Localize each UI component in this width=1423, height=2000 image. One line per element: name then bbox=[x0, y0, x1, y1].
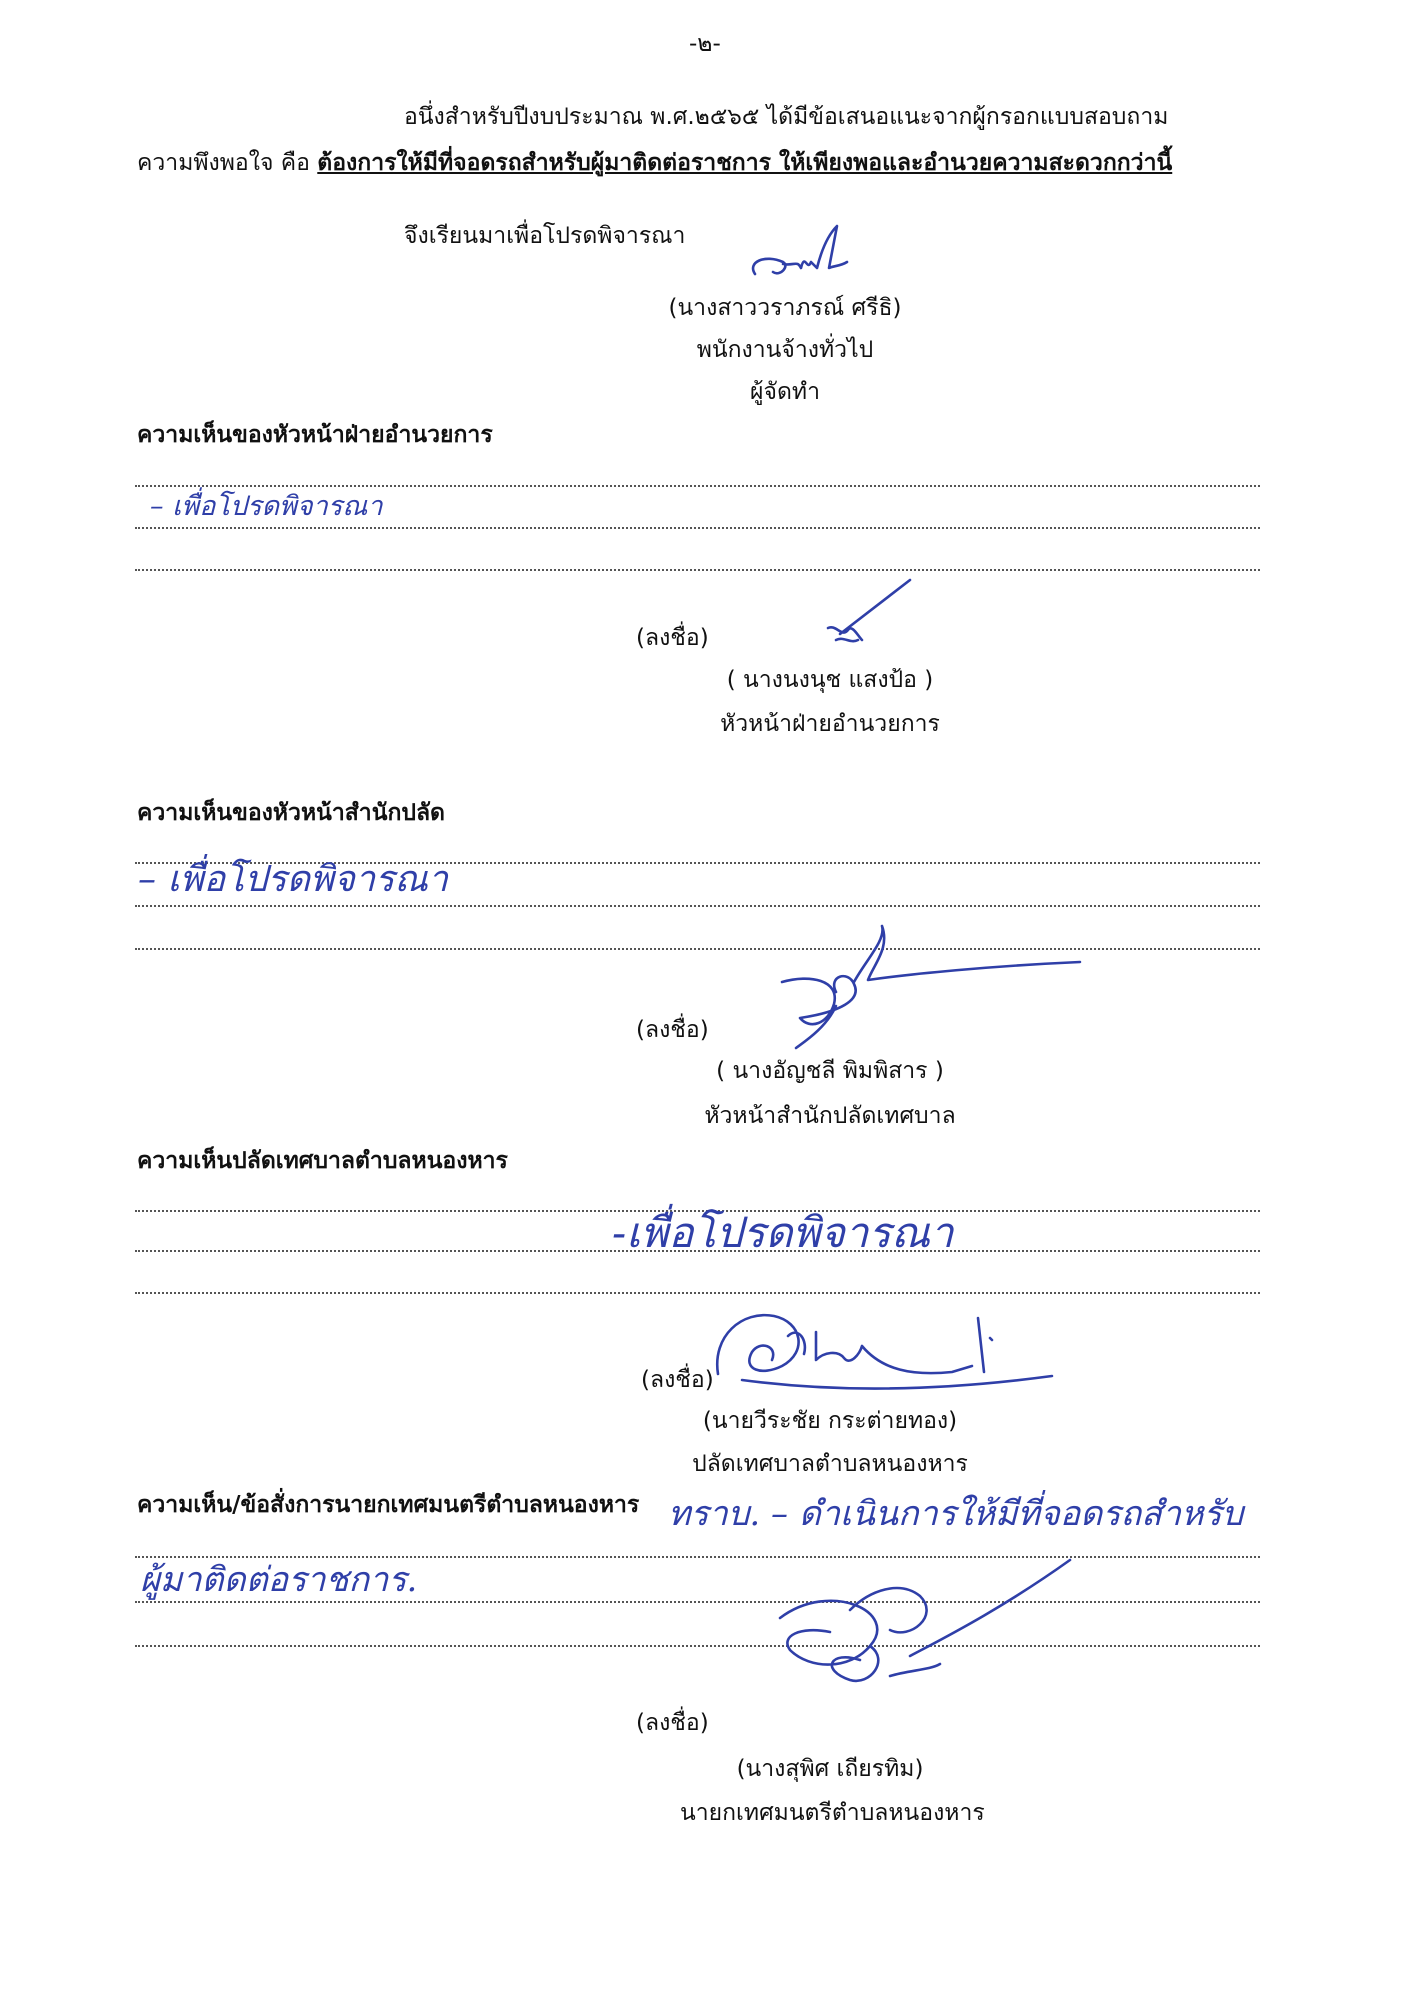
dotted-line bbox=[135, 1292, 1260, 1294]
page-number: -๒- bbox=[689, 31, 721, 57]
handwritten-comment: – เพื่อโปรดพิจารณา bbox=[150, 491, 383, 522]
handwritten-comment: – เพื่อโปรดพิจารณา bbox=[138, 859, 448, 900]
handwritten-order-continued: ผู้มาติดต่อราชการ. bbox=[140, 1560, 418, 1600]
signer-position: หัวหน้าฝ่ายอำนวยการ bbox=[720, 711, 940, 737]
signer-position: หัวหน้าสำนักปลัดเทศบาล bbox=[704, 1103, 956, 1129]
intro-line-2-prefix: ความพึงพอใจ คือ bbox=[137, 150, 318, 176]
dotted-line bbox=[135, 569, 1260, 571]
handwritten-order: ทราบ. – ดำเนินการให้มีที่จอดรถสำหรับ bbox=[668, 1494, 1244, 1534]
section-heading: ความเห็นของหัวหน้าฝ่ายอำนวยการ bbox=[137, 422, 493, 448]
signer-position: นายกเทศมนตรีตำบลหนองหาร bbox=[680, 1800, 985, 1826]
closing-text: จึงเรียนมาเพื่อโปรดพิจารณา bbox=[404, 223, 686, 249]
dotted-line bbox=[135, 527, 1260, 529]
signer-name: ( นางนงนุช แสงป้อ ) bbox=[726, 667, 934, 693]
handwritten-comment: -เพื่อโปรดพิจารณา bbox=[612, 1208, 954, 1257]
preparer-role: ผู้จัดทำ bbox=[750, 379, 820, 405]
sign-label: (ลงชื่อ) bbox=[641, 1367, 714, 1393]
preparer-signature bbox=[745, 222, 865, 292]
sign-label: (ลงชื่อ) bbox=[636, 625, 709, 651]
signer-name: ( นางอัญชลี พิมพิสาร ) bbox=[716, 1058, 944, 1084]
section-heading: ความเห็นปลัดเทศบาลตำบลหนองหาร bbox=[137, 1148, 508, 1174]
signer-position: ปลัดเทศบาลตำบลหนองหาร bbox=[692, 1451, 968, 1477]
section-heading: ความเห็นของหัวหน้าสำนักปลัด bbox=[137, 800, 445, 826]
signer-name: (นายวีระชัย กระต่ายทอง) bbox=[702, 1408, 958, 1434]
signature bbox=[770, 920, 1100, 1060]
sign-label: (ลงชื่อ) bbox=[636, 1710, 709, 1736]
signature bbox=[712, 1296, 1052, 1406]
preparer-name: (นางสาววราภรณ์ ศรีธิ) bbox=[668, 295, 902, 321]
signature bbox=[822, 578, 932, 658]
signature bbox=[740, 1500, 1140, 1700]
signer-name: (นางสุพิศ เถียรทิม) bbox=[736, 1756, 924, 1782]
preparer-position: พนักงานจ้างทั่วไป bbox=[696, 337, 874, 363]
intro-line-2 bbox=[137, 145, 1172, 181]
sign-label: (ลงชื่อ) bbox=[636, 1017, 709, 1043]
intro-line-2-emphasis: ต้องการให้มีที่จอดรถสำหรับผู้มาติดต่อราชการ ให้เพียงพอและอำนวยความสะดวกกว่านี้ bbox=[317, 150, 1173, 176]
section-heading: ความเห็น/ข้อสั่งการนายกเทศมนตรีตำบลหนองหาร bbox=[137, 1492, 640, 1518]
intro-line-1: อนึ่งสำหรับปีงบประมาณ พ.ศ.๒๕๖๕ ได้มีข้อเสนอแนะจากผู้กรอกแบบสอบถาม bbox=[404, 104, 1169, 130]
